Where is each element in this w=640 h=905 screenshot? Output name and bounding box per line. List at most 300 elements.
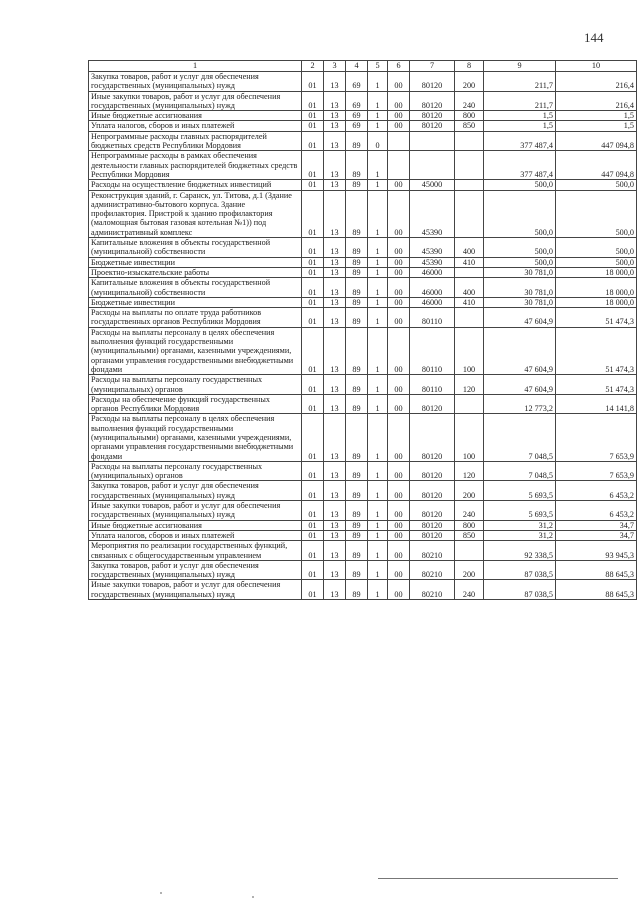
- amount-cell: 211,7: [484, 72, 556, 92]
- expense-name-cell: Бюджетные инвестиции: [89, 257, 302, 267]
- code-cell: 00: [388, 414, 410, 461]
- code-cell: 80210: [410, 560, 455, 580]
- code-cell: 00: [388, 394, 410, 414]
- code-cell: 1: [368, 394, 388, 414]
- amount-cell: 7 653,9: [556, 461, 637, 481]
- column-header-7: 7: [410, 61, 455, 72]
- code-cell: 800: [455, 520, 484, 530]
- code-cell: 01: [302, 580, 324, 600]
- code-cell: 1: [368, 72, 388, 92]
- code-cell: 00: [388, 91, 410, 111]
- table-row: [89, 278, 637, 298]
- column-header-5: 5: [368, 61, 388, 72]
- amount-cell: 92 338,5: [484, 541, 556, 561]
- code-cell: 89: [346, 278, 368, 298]
- amount-cell: 88 645,3: [556, 560, 637, 580]
- code-cell: 80210: [410, 580, 455, 600]
- expense-name-cell: Расходы на выплаты персоналу государственных (муниципальных) органов: [89, 461, 302, 481]
- amount-cell: 500,0: [556, 190, 637, 237]
- code-cell: 1: [368, 278, 388, 298]
- expense-name-cell: Закупка товаров, работ и услуг для обеспечения государственных (муниципальных) нужд: [89, 72, 302, 92]
- expense-name-cell: Иные закупки товаров, работ и услуг для обеспечения государственных (муниципальных) нужд: [89, 91, 302, 111]
- code-cell: 80110: [410, 308, 455, 328]
- amount-cell: 87 038,5: [484, 560, 556, 580]
- code-cell: 00: [388, 541, 410, 561]
- code-cell: 13: [324, 131, 346, 151]
- table-row: [89, 111, 637, 121]
- amount-cell: 500,0: [484, 180, 556, 190]
- code-cell: 01: [302, 121, 324, 131]
- column-header-8: 8: [455, 61, 484, 72]
- code-cell: 80120: [410, 520, 455, 530]
- code-cell: 00: [388, 501, 410, 521]
- code-cell: [455, 190, 484, 237]
- code-cell: 1: [368, 520, 388, 530]
- code-cell: 01: [302, 530, 324, 540]
- code-cell: 13: [324, 180, 346, 190]
- code-cell: 45390: [410, 238, 455, 258]
- amount-cell: 1,5: [556, 111, 637, 121]
- amount-cell: 51 474,3: [556, 327, 637, 374]
- amount-cell: 47 604,9: [484, 375, 556, 395]
- code-cell: 13: [324, 375, 346, 395]
- code-cell: 13: [324, 461, 346, 481]
- table-row: [89, 180, 637, 190]
- amount-cell: 12 773,2: [484, 394, 556, 414]
- table-row: [89, 327, 637, 374]
- table-row: [89, 481, 637, 501]
- column-header-3: 3: [324, 61, 346, 72]
- expense-name-cell: Расходы на выплаты персоналу государственных (муниципальных) органов: [89, 375, 302, 395]
- amount-cell: 216,4: [556, 72, 637, 92]
- code-cell: 0: [368, 131, 388, 151]
- code-cell: 45390: [410, 190, 455, 237]
- code-cell: 1: [368, 560, 388, 580]
- code-cell: 1: [368, 180, 388, 190]
- table-row: [89, 560, 637, 580]
- expense-name-cell: Иные закупки товаров, работ и услуг для обеспечения государственных (муниципальных) нужд: [89, 501, 302, 521]
- code-cell: 200: [455, 560, 484, 580]
- code-cell: 13: [324, 580, 346, 600]
- expense-name-cell: Проектно-изыскательские работы: [89, 267, 302, 277]
- code-cell: 01: [302, 131, 324, 151]
- code-cell: 89: [346, 560, 368, 580]
- code-cell: 01: [302, 501, 324, 521]
- code-cell: 01: [302, 257, 324, 267]
- code-cell: 01: [302, 461, 324, 481]
- code-cell: 13: [324, 520, 346, 530]
- code-cell: 01: [302, 541, 324, 561]
- code-cell: [388, 131, 410, 151]
- column-header-4: 4: [346, 61, 368, 72]
- expense-name-cell: Мероприятия по реализации государственных функций, связанных с общегосударственным управлением: [89, 541, 302, 561]
- code-cell: 1: [368, 238, 388, 258]
- table-row: [89, 501, 637, 521]
- code-cell: 69: [346, 121, 368, 131]
- table-row: [89, 520, 637, 530]
- code-cell: 13: [324, 190, 346, 237]
- code-cell: 1: [368, 257, 388, 267]
- amount-cell: 500,0: [556, 180, 637, 190]
- code-cell: 00: [388, 257, 410, 267]
- code-cell: 1: [368, 190, 388, 237]
- table-row: [89, 267, 637, 277]
- code-cell: 89: [346, 297, 368, 307]
- code-cell: 00: [388, 297, 410, 307]
- code-cell: 410: [455, 257, 484, 267]
- amount-cell: 447 094,8: [556, 131, 637, 151]
- expense-name-cell: Реконструкция зданий, г. Саранск, ул. Титова, д.1 (Здание административно-бытового корпуса. Здание профилактория. Пристрой к зданию профилактория (маломощная бытовая газовая котельная №1)) под административный комплекс: [89, 190, 302, 237]
- table-row: [89, 394, 637, 414]
- code-cell: 00: [388, 267, 410, 277]
- code-cell: 80120: [410, 111, 455, 121]
- code-cell: 89: [346, 131, 368, 151]
- code-cell: 00: [388, 278, 410, 298]
- code-cell: 00: [388, 308, 410, 328]
- code-cell: 100: [455, 327, 484, 374]
- amount-cell: 18 000,0: [556, 297, 637, 307]
- amount-cell: 5 693,5: [484, 501, 556, 521]
- code-cell: 13: [324, 267, 346, 277]
- budget-table: [88, 60, 637, 600]
- code-cell: 13: [324, 541, 346, 561]
- code-cell: 00: [388, 190, 410, 237]
- code-cell: [455, 394, 484, 414]
- table-row: [89, 414, 637, 461]
- code-cell: 01: [302, 151, 324, 180]
- code-cell: 80120: [410, 394, 455, 414]
- code-cell: 00: [388, 530, 410, 540]
- code-cell: 01: [302, 375, 324, 395]
- code-cell: 120: [455, 461, 484, 481]
- code-cell: 00: [388, 520, 410, 530]
- table-row: [89, 541, 637, 561]
- code-cell: 1: [368, 91, 388, 111]
- amount-cell: 51 474,3: [556, 308, 637, 328]
- code-cell: 00: [388, 461, 410, 481]
- table-row: [89, 297, 637, 307]
- table-row: [89, 121, 637, 131]
- code-cell: 45390: [410, 257, 455, 267]
- expense-name-cell: Расходы на выплаты персоналу в целях обеспечения выполнения функций государственными (муниципальными) органами, казенными учреждениями, органами управления государственными внебюджетными фондами: [89, 327, 302, 374]
- amount-cell: 500,0: [484, 238, 556, 258]
- code-cell: 13: [324, 501, 346, 521]
- table-row: [89, 72, 637, 92]
- code-cell: 46000: [410, 267, 455, 277]
- code-cell: 01: [302, 180, 324, 190]
- code-cell: 13: [324, 278, 346, 298]
- code-cell: 01: [302, 190, 324, 237]
- expense-name-cell: Расходы на выплаты по оплате труда работников государственных органов Республики Мордовия: [89, 308, 302, 328]
- code-cell: 01: [302, 91, 324, 111]
- code-cell: 80120: [410, 481, 455, 501]
- scan-speck: [160, 892, 162, 894]
- code-cell: 89: [346, 580, 368, 600]
- amount-cell: 7 048,5: [484, 461, 556, 481]
- code-cell: 410: [455, 297, 484, 307]
- table-row: [89, 91, 637, 111]
- amount-cell: 7 653,9: [556, 414, 637, 461]
- code-cell: 00: [388, 580, 410, 600]
- scan-speck: [252, 896, 254, 898]
- code-cell: 01: [302, 327, 324, 374]
- code-cell: 89: [346, 541, 368, 561]
- code-cell: 1: [368, 481, 388, 501]
- code-cell: 13: [324, 111, 346, 121]
- amount-cell: 88 645,3: [556, 580, 637, 600]
- code-cell: 89: [346, 180, 368, 190]
- code-cell: 13: [324, 72, 346, 92]
- code-cell: 46000: [410, 297, 455, 307]
- table-row: [89, 238, 637, 258]
- code-cell: [455, 180, 484, 190]
- code-cell: 120: [455, 375, 484, 395]
- code-cell: 01: [302, 308, 324, 328]
- expense-name-cell: Уплата налогов, сборов и иных платежей: [89, 121, 302, 131]
- amount-cell: 47 604,9: [484, 308, 556, 328]
- code-cell: 240: [455, 580, 484, 600]
- code-cell: 89: [346, 375, 368, 395]
- amount-cell: 5 693,5: [484, 481, 556, 501]
- code-cell: 89: [346, 481, 368, 501]
- table-row: [89, 530, 637, 540]
- amount-cell: 500,0: [484, 190, 556, 237]
- code-cell: 80110: [410, 327, 455, 374]
- code-cell: 00: [388, 111, 410, 121]
- code-cell: 01: [302, 414, 324, 461]
- code-cell: 00: [388, 327, 410, 374]
- code-cell: 1: [368, 267, 388, 277]
- code-cell: 13: [324, 297, 346, 307]
- code-cell: 80120: [410, 121, 455, 131]
- code-cell: 80120: [410, 91, 455, 111]
- amount-cell: 377 487,4: [484, 131, 556, 151]
- amount-cell: 377 487,4: [484, 151, 556, 180]
- code-cell: 1: [368, 541, 388, 561]
- code-cell: [455, 308, 484, 328]
- code-cell: 1: [368, 111, 388, 121]
- code-cell: 89: [346, 151, 368, 180]
- amount-cell: 30 781,0: [484, 297, 556, 307]
- code-cell: [455, 131, 484, 151]
- table-row: [89, 151, 637, 180]
- code-cell: 00: [388, 180, 410, 190]
- amount-cell: 31,2: [484, 530, 556, 540]
- amount-cell: 6 453,2: [556, 501, 637, 521]
- amount-cell: 34,7: [556, 530, 637, 540]
- expense-name-cell: Расходы на осуществление бюджетных инвестиций: [89, 180, 302, 190]
- code-cell: 01: [302, 267, 324, 277]
- amount-cell: 216,4: [556, 91, 637, 111]
- expense-name-cell: Уплата налогов, сборов и иных платежей: [89, 530, 302, 540]
- expense-name-cell: Расходы на выплаты персоналу в целях обеспечения выполнения функций государственными (муниципальными) органами, казенными учреждениями, органами управления государственными внебюджетными фондами: [89, 414, 302, 461]
- code-cell: 89: [346, 394, 368, 414]
- code-cell: 01: [302, 278, 324, 298]
- code-cell: [388, 151, 410, 180]
- table-row: [89, 461, 637, 481]
- code-cell: 01: [302, 238, 324, 258]
- amount-cell: 7 048,5: [484, 414, 556, 461]
- table-row: [89, 580, 637, 600]
- code-cell: 1: [368, 461, 388, 481]
- amount-cell: 447 094,8: [556, 151, 637, 180]
- code-cell: 80210: [410, 541, 455, 561]
- code-cell: 80120: [410, 530, 455, 540]
- amount-cell: 18 000,0: [556, 267, 637, 277]
- code-cell: 13: [324, 151, 346, 180]
- amount-cell: 34,7: [556, 520, 637, 530]
- code-cell: 89: [346, 308, 368, 328]
- amount-cell: 500,0: [484, 257, 556, 267]
- code-cell: 00: [388, 72, 410, 92]
- code-cell: 01: [302, 560, 324, 580]
- code-cell: 800: [455, 111, 484, 121]
- code-cell: 89: [346, 461, 368, 481]
- code-cell: 89: [346, 414, 368, 461]
- code-cell: [410, 131, 455, 151]
- code-cell: 13: [324, 560, 346, 580]
- amount-cell: 14 141,8: [556, 394, 637, 414]
- column-header-9: 9: [484, 61, 556, 72]
- expense-name-cell: Иные бюджетные ассигнования: [89, 520, 302, 530]
- amount-cell: 500,0: [556, 238, 637, 258]
- code-cell: 400: [455, 278, 484, 298]
- scan-artifact-line: [378, 878, 618, 879]
- code-cell: 850: [455, 530, 484, 540]
- code-cell: 100: [455, 414, 484, 461]
- code-cell: 01: [302, 394, 324, 414]
- code-cell: 80120: [410, 501, 455, 521]
- code-cell: 240: [455, 501, 484, 521]
- page-number: 144: [584, 30, 604, 45]
- code-cell: 1: [368, 414, 388, 461]
- expense-name-cell: Расходы на обеспечение функций государственных органов Республики Мордовия: [89, 394, 302, 414]
- expense-name-cell: Закупка товаров, работ и услуг для обеспечения государственных (муниципальных) нужд: [89, 560, 302, 580]
- code-cell: 1: [368, 375, 388, 395]
- code-cell: [410, 151, 455, 180]
- code-cell: 13: [324, 238, 346, 258]
- code-cell: 80120: [410, 72, 455, 92]
- amount-cell: 6 453,2: [556, 481, 637, 501]
- amount-cell: 1,5: [484, 111, 556, 121]
- code-cell: 00: [388, 560, 410, 580]
- table-row: [89, 375, 637, 395]
- column-header-10: 10: [556, 61, 637, 72]
- table-row: [89, 190, 637, 237]
- table-row: [89, 131, 637, 151]
- column-header-2: 2: [302, 61, 324, 72]
- code-cell: 00: [388, 481, 410, 501]
- code-cell: 89: [346, 190, 368, 237]
- code-cell: 01: [302, 111, 324, 121]
- amount-cell: 30 781,0: [484, 267, 556, 277]
- code-cell: 1: [368, 297, 388, 307]
- code-cell: 13: [324, 414, 346, 461]
- code-cell: 1: [368, 151, 388, 180]
- amount-cell: 30 781,0: [484, 278, 556, 298]
- amount-cell: 87 038,5: [484, 580, 556, 600]
- code-cell: 00: [388, 375, 410, 395]
- amount-cell: 500,0: [556, 257, 637, 267]
- amount-cell: 18 000,0: [556, 278, 637, 298]
- code-cell: [455, 267, 484, 277]
- amount-cell: 51 474,3: [556, 375, 637, 395]
- amount-cell: 1,5: [556, 121, 637, 131]
- code-cell: 45000: [410, 180, 455, 190]
- code-cell: 46000: [410, 278, 455, 298]
- code-cell: 80110: [410, 375, 455, 395]
- code-cell: 89: [346, 238, 368, 258]
- code-cell: 13: [324, 257, 346, 267]
- code-cell: 1: [368, 308, 388, 328]
- column-header-1: 1: [89, 61, 302, 72]
- code-cell: 850: [455, 121, 484, 131]
- amount-cell: 211,7: [484, 91, 556, 111]
- code-cell: 200: [455, 481, 484, 501]
- code-cell: 1: [368, 501, 388, 521]
- header-row: [89, 61, 637, 72]
- code-cell: 80120: [410, 414, 455, 461]
- code-cell: 200: [455, 72, 484, 92]
- code-cell: 13: [324, 530, 346, 540]
- code-cell: 13: [324, 481, 346, 501]
- code-cell: 240: [455, 91, 484, 111]
- code-cell: 01: [302, 520, 324, 530]
- code-cell: 13: [324, 91, 346, 111]
- code-cell: 89: [346, 501, 368, 521]
- code-cell: 1: [368, 530, 388, 540]
- code-cell: 01: [302, 72, 324, 92]
- code-cell: 13: [324, 327, 346, 374]
- code-cell: 1: [368, 327, 388, 374]
- code-cell: [455, 541, 484, 561]
- code-cell: 00: [388, 238, 410, 258]
- amount-cell: 93 945,3: [556, 541, 637, 561]
- code-cell: 69: [346, 111, 368, 121]
- expense-name-cell: Бюджетные инвестиции: [89, 297, 302, 307]
- amount-cell: 31,2: [484, 520, 556, 530]
- expense-name-cell: Капитальные вложения в объекты государственной (муниципальной) собственности: [89, 278, 302, 298]
- expense-name-cell: Непрограммные расходы главных распорядителей бюджетных средств Республики Мордовия: [89, 131, 302, 151]
- code-cell: 1: [368, 580, 388, 600]
- code-cell: 69: [346, 91, 368, 111]
- expense-name-cell: Закупка товаров, работ и услуг для обеспечения государственных (муниципальных) нужд: [89, 481, 302, 501]
- code-cell: 13: [324, 308, 346, 328]
- code-cell: 80120: [410, 461, 455, 481]
- table-body: [89, 72, 637, 600]
- expense-name-cell: Непрограммные расходы в рамках обеспечения деятельности главных распорядителей бюджетных средств Республики Мордовия: [89, 151, 302, 180]
- code-cell: 13: [324, 394, 346, 414]
- expense-name-cell: Иные закупки товаров, работ и услуг для обеспечения государственных (муниципальных) нужд: [89, 580, 302, 600]
- code-cell: 89: [346, 520, 368, 530]
- code-cell: 1: [368, 121, 388, 131]
- column-header-6: 6: [388, 61, 410, 72]
- code-cell: 89: [346, 530, 368, 540]
- code-cell: 69: [346, 72, 368, 92]
- table-row: [89, 308, 637, 328]
- code-cell: 13: [324, 121, 346, 131]
- code-cell: 01: [302, 481, 324, 501]
- code-cell: [455, 151, 484, 180]
- amount-cell: 47 604,9: [484, 327, 556, 374]
- amount-cell: 1,5: [484, 121, 556, 131]
- code-cell: 01: [302, 297, 324, 307]
- table-row: [89, 257, 637, 267]
- expense-name-cell: Иные бюджетные ассигнования: [89, 111, 302, 121]
- code-cell: 400: [455, 238, 484, 258]
- expense-name-cell: Капитальные вложения в объекты государственной (муниципальной) собственности: [89, 238, 302, 258]
- code-cell: 89: [346, 327, 368, 374]
